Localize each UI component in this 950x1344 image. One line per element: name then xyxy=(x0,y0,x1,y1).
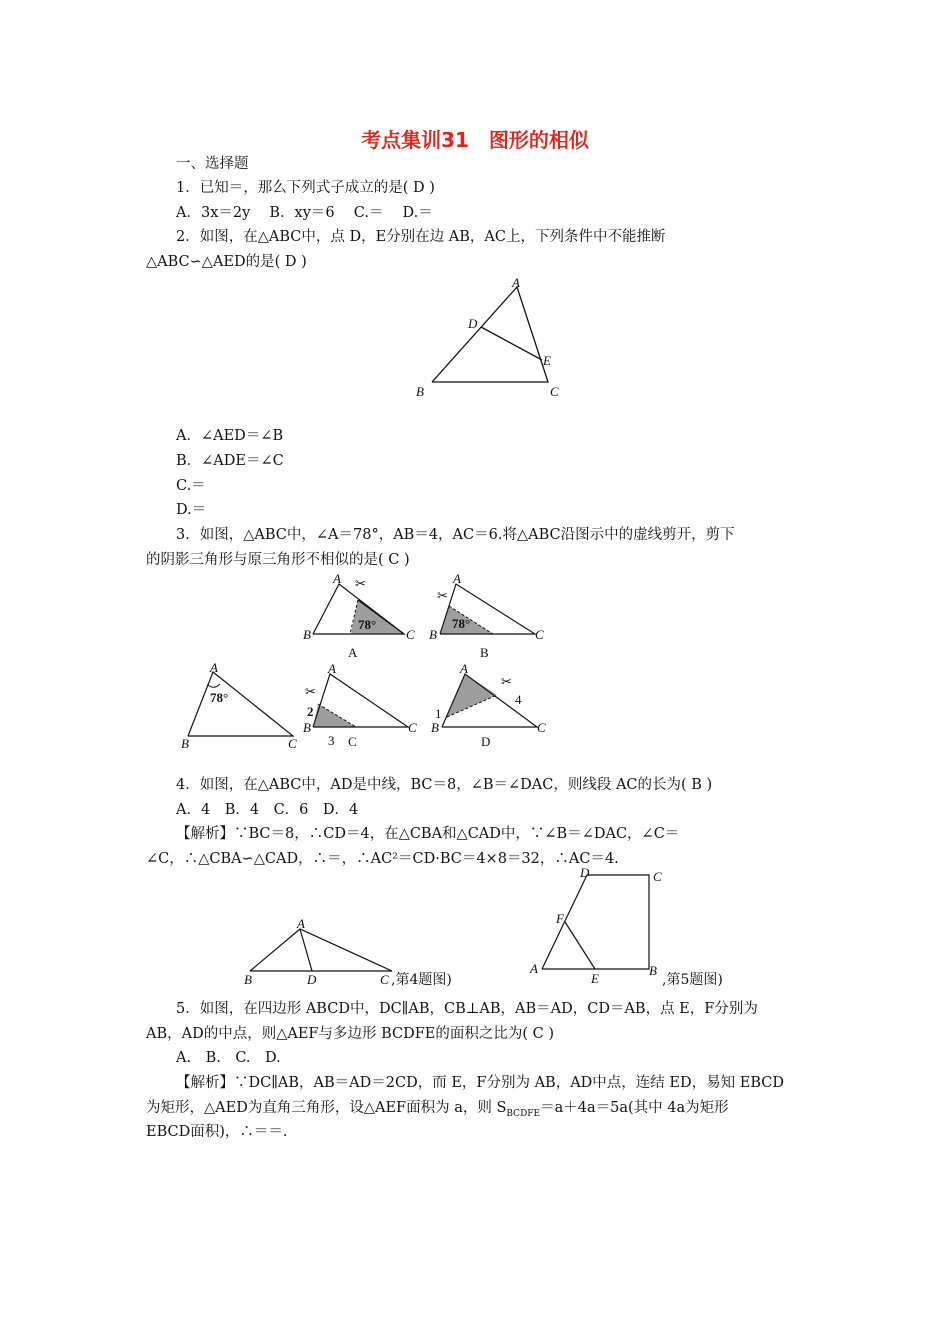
q4-figure-caption: ,第4题图) xyxy=(391,972,452,988)
svg-text:A: A xyxy=(297,916,305,931)
q3-figure-a xyxy=(300,572,420,662)
svg-text:A: A xyxy=(333,571,341,586)
q5-solution-line3: EBCD面积)，∴＝＝. xyxy=(146,1124,288,1140)
svg-text:C: C xyxy=(288,736,297,751)
q2-label-c: C xyxy=(550,384,559,399)
svg-text:B: B xyxy=(649,963,657,978)
q3-caption-c: C xyxy=(348,734,357,749)
svg-text:C: C xyxy=(537,720,546,735)
svg-text:A: A xyxy=(210,660,218,675)
svg-text:A: A xyxy=(460,661,468,676)
q3-stem-line1: 3．如图，△ABC中，∠A＝78°，AB＝4，AC＝6.将△ABC沿图示中的虚线剪开，剪下 xyxy=(176,527,735,543)
q3a-angle: 78° xyxy=(358,617,377,632)
q5-solution-line1: 【解析】∵DC∥AB，AB＝AD＝2CD，而 E，F分别为 AB，AD中点，连结 ED，易知 EBCD xyxy=(176,1075,784,1091)
q1-stem: 1．已知＝，那么下列式子成立的是( D ) xyxy=(176,180,435,196)
svg-text:B: B xyxy=(303,627,311,642)
q3-caption-a: A xyxy=(348,645,358,660)
q2-label-b: B xyxy=(416,384,424,399)
scissors-icon: ✂ xyxy=(437,588,448,603)
q2-option-c: C.＝ xyxy=(176,478,206,494)
q1-options: A．3x＝2y B．xy＝6 C.＝ D.＝ xyxy=(176,205,433,221)
q5-stem-line1: 5．如图，在四边形 ABCD中，DC∥AB，CB⊥AB，AB＝AD，CD＝AB，点 E，F分别为 xyxy=(176,1001,758,1017)
scissors-icon: ✂ xyxy=(355,576,366,591)
svg-text:A: A xyxy=(530,961,538,976)
q2-option-b: B．∠ADE＝∠C xyxy=(176,453,284,469)
svg-text:C: C xyxy=(380,972,389,987)
svg-text:A: A xyxy=(453,571,461,586)
q5-solution-subscript: BCDFE xyxy=(506,1108,541,1119)
q3-caption-b: B xyxy=(480,645,489,660)
page-title: 考点集训31 图形的相似 xyxy=(361,128,589,152)
q5-options: A. B. C. D. xyxy=(176,1050,281,1066)
svg-text:C: C xyxy=(535,627,544,642)
q2-label-e: E xyxy=(543,353,551,368)
q3-angle-label: 78° xyxy=(210,690,229,705)
q5-solution-line2-text: 为矩形，△AED为直角三角形，设△AEF面积为 a，则 S xyxy=(146,1100,507,1116)
q5-solution-line2-tail: ＝a＋4a＝5a(其中 4a为矩形 xyxy=(540,1100,729,1116)
q3-stem-line2: 的阴影三角形与原三角形不相似的是( C ) xyxy=(146,552,410,568)
scissors-icon: ✂ xyxy=(305,684,316,699)
q5-solution-line2 xyxy=(146,1098,729,1124)
q2-option-d: D.＝ xyxy=(176,502,207,518)
q4-solution-line1: 【解析】∵BC＝8，∴CD＝4，在△CBA和△CAD中，∵∠B＝∠DAC，∠C＝ xyxy=(176,826,680,842)
q2-label-d: D xyxy=(468,316,478,331)
q3b-angle: 78° xyxy=(452,616,471,631)
q2-stem-line2: △ABC∽△AED的是( D ) xyxy=(146,254,307,270)
q2-label-a: A xyxy=(512,275,520,290)
q3-original-triangle xyxy=(178,660,308,755)
svg-text:D: D xyxy=(307,972,317,987)
svg-text:C: C xyxy=(406,627,415,642)
q5-figure-caption: ,第5题图) xyxy=(662,972,723,988)
svg-text:C: C xyxy=(408,720,417,735)
q2-figure xyxy=(400,270,590,405)
q3-figure-d xyxy=(425,662,550,752)
svg-text:D: D xyxy=(580,865,590,880)
q4-options: A．4 B．4 C．6 D．4 xyxy=(176,802,359,818)
svg-text:E: E xyxy=(591,971,599,986)
svg-text:B: B xyxy=(303,720,311,735)
q3d-len-1: 1 xyxy=(435,706,442,721)
q5-figure xyxy=(525,865,670,990)
svg-text:F: F xyxy=(556,911,564,926)
svg-text:C: C xyxy=(653,869,662,884)
q4-figure xyxy=(240,912,410,992)
q3c-len-3: 3 xyxy=(328,733,335,748)
svg-text:B: B xyxy=(429,627,437,642)
q4-stem: 4．如图，在△ABC中，AD是中线，BC＝8，∠B＝∠DAC，则线段 AC的长为( B ) xyxy=(176,777,713,793)
svg-text:B: B xyxy=(181,736,189,751)
q3-figure-c xyxy=(300,662,420,752)
q3d-len-4: 4 xyxy=(515,692,522,707)
scissors-icon: ✂ xyxy=(501,674,512,689)
section-heading: 一、选择题 xyxy=(176,156,249,172)
q2-option-a: A．∠AED＝∠B xyxy=(176,428,284,444)
svg-text:B: B xyxy=(244,972,252,987)
q3-figure-b xyxy=(425,572,550,662)
svg-text:A: A xyxy=(328,661,336,676)
q5-stem-line2: AB，AD的中点，则△AEF与多边形 BCDFE的面积之比为( C ) xyxy=(146,1026,555,1042)
q2-stem-line1: 2．如图，在△ABC中，点 D，E分别在边 AB，AC上，下列条件中不能推断 xyxy=(176,229,666,245)
q3c-len-2: 2 xyxy=(307,704,314,719)
q4-solution-line2: ∠C，∴△CBA∽△CAD，∴＝，∴AC²＝CD·BC＝4×8＝32，∴AC＝4. xyxy=(146,851,619,867)
svg-text:B: B xyxy=(431,720,439,735)
q3-caption-d: D xyxy=(481,734,491,749)
